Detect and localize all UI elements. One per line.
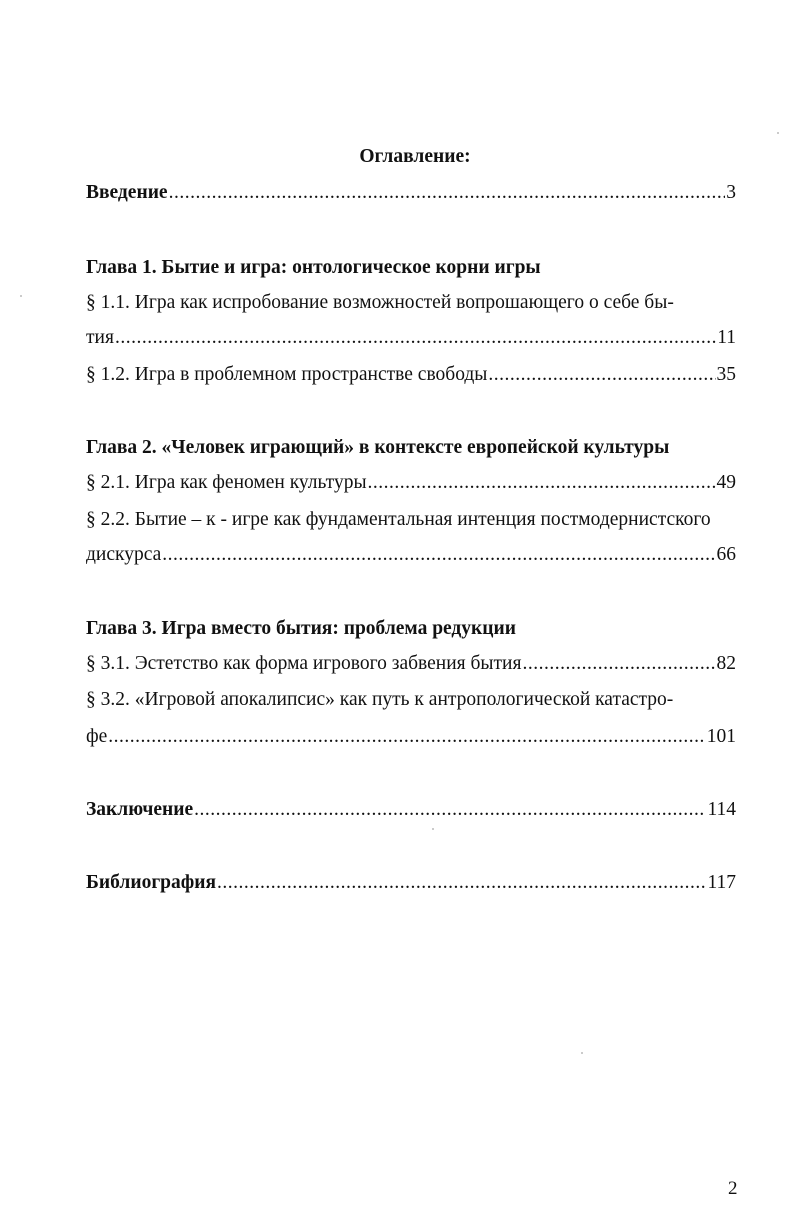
leader-dots	[488, 363, 715, 387]
leader-dots	[115, 326, 716, 350]
toc-entry-1-1-line1: § 1.1. Игра как испробование возможностей вопрошающего о себе бы-	[86, 292, 674, 313]
toc-entry-1-1-line2	[86, 326, 736, 350]
toc-entry-label: § 2.1. Игра как феномен культуры	[86, 472, 367, 493]
toc-entry-label: § 1.2. Игра в проблемном пространстве свободы	[86, 364, 488, 385]
toc-entry-label: Библиография	[86, 872, 217, 893]
toc-entry-1-2	[86, 363, 736, 387]
toc-entry-page: 82	[716, 653, 736, 674]
toc-entry-label: дискурса	[86, 544, 162, 565]
leader-dots	[217, 871, 706, 895]
toc-entry-page: 35	[716, 364, 736, 385]
leader-dots	[194, 798, 706, 822]
toc-entry-3-2-line2	[86, 725, 736, 749]
chapter-1-heading: Глава 1. Бытие и игра: онтологическое корни игры	[86, 257, 541, 278]
toc-entry-page: 3	[726, 182, 736, 203]
toc-entry-page: 117	[707, 872, 736, 893]
page-number: 2	[728, 1178, 738, 1199]
toc-entry-label: тия	[86, 327, 114, 348]
leader-dots	[368, 471, 716, 495]
chapter-2-heading: Глава 2. «Человек играющий» в контексте европейской культуры	[86, 437, 670, 458]
toc-entry-introduction	[86, 181, 736, 205]
toc-entry-page: 114	[707, 799, 736, 820]
toc-entry-page: 49	[716, 472, 736, 493]
leader-dots	[108, 725, 705, 749]
scan-speck	[581, 1052, 583, 1054]
toc-entry-2-2-line2	[86, 543, 736, 567]
leader-dots	[169, 181, 726, 205]
toc-entry-page: 101	[706, 726, 736, 747]
toc-title: Оглавление:	[359, 146, 471, 167]
toc-entry-2-2-line1: § 2.2. Бытие – к - игре как фундаментальная интенция постмодернистского	[86, 509, 711, 530]
toc-entry-page: 11	[717, 327, 736, 348]
leader-dots	[522, 652, 715, 676]
toc-entry-label: Заключение	[86, 799, 194, 820]
scan-speck	[432, 828, 434, 830]
toc-entry-label: § 3.1. Эстетство как форма игрового забвения бытия	[86, 653, 522, 674]
toc-entry-2-1	[86, 471, 736, 495]
scan-speck	[777, 132, 779, 134]
toc-entry-3-2-line1: § 3.2. «Игровой апокалипсис» как путь к антропологической катастро-	[86, 689, 674, 710]
chapter-3-heading: Глава 3. Игра вместо бытия: проблема редукции	[86, 618, 516, 639]
leader-dots	[162, 543, 715, 567]
toc-entry-conclusion	[86, 798, 736, 822]
toc-entry-label: фе	[86, 726, 108, 747]
toc-entry-page: 66	[716, 544, 736, 565]
toc-entry-label: Введение	[86, 182, 168, 203]
toc-entry-bibliography	[86, 871, 736, 895]
scan-speck	[20, 295, 22, 297]
toc-entry-3-1	[86, 652, 736, 676]
